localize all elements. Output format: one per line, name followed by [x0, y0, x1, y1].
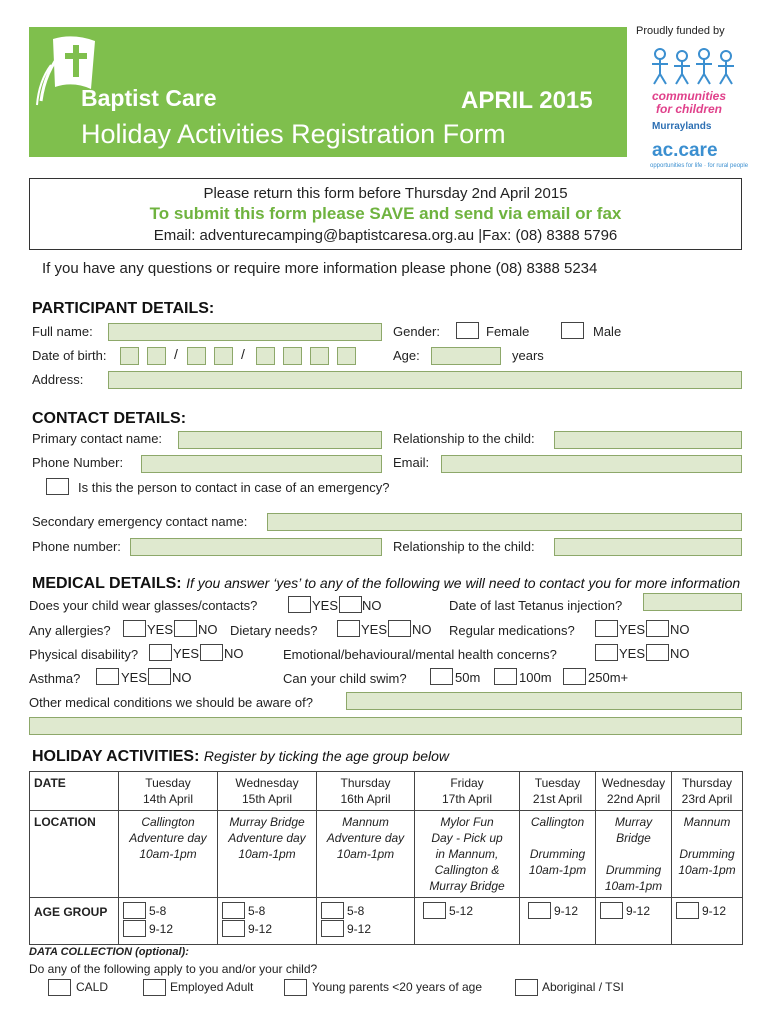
emotional-no-label: NO: [670, 646, 690, 661]
dob-month-digit1[interactable]: [187, 347, 206, 365]
email-label: Email:: [393, 455, 430, 470]
swim-50m-label: 50m: [455, 670, 481, 685]
primary-contact-label: Primary contact name:: [32, 431, 163, 446]
date-cell: Tuesday 21st April: [520, 772, 596, 811]
location-cell: Mannum Drumming 10am-1pm: [672, 811, 743, 898]
physical-no-label: NO: [224, 646, 244, 661]
dob-slash: /: [174, 346, 178, 362]
other-conditions-label: Other medical conditions we should be aware of?: [29, 695, 313, 710]
tetanus-label: Date of last Tetanus injection?: [449, 598, 623, 613]
relationship2-label: Relationship to the child:: [393, 539, 535, 554]
medical-note: If you answer ‘yes’ to any of the following we will need to contact you for more information: [186, 575, 741, 591]
funded-by-label: Proudly funded by: [636, 25, 725, 37]
phone-number-field[interactable]: [141, 455, 382, 473]
dob-month-digit2[interactable]: [214, 347, 233, 365]
submit-instructions: To submit this form please SAVE and send via email or fax: [149, 204, 622, 223]
relationship2-field[interactable]: [554, 538, 742, 556]
address-label: Address:: [32, 372, 84, 387]
cald-label: CALD: [76, 980, 109, 994]
glasses-no-checkbox[interactable]: [339, 596, 362, 613]
swim-50m-checkbox[interactable]: [430, 668, 453, 685]
form-month: APRIL 2015: [461, 87, 593, 114]
glasses-no-label: NO: [362, 598, 382, 613]
glasses-yes-checkbox[interactable]: [288, 596, 311, 613]
address-field[interactable]: [108, 371, 742, 389]
activities-heading-text: HOLIDAY ACTIVITIES:: [32, 748, 200, 765]
dietary-no-checkbox[interactable]: [388, 620, 411, 637]
emotional-label: Emotional/behavioural/mental health concerns?: [283, 647, 557, 662]
swim-100m-checkbox[interactable]: [494, 668, 517, 685]
dietary-yes-checkbox[interactable]: [337, 620, 360, 637]
allergies-yes-checkbox[interactable]: [123, 620, 146, 637]
dietary-label: Dietary needs?: [230, 623, 318, 638]
medications-no-checkbox[interactable]: [646, 620, 669, 637]
male-checkbox[interactable]: [561, 322, 584, 339]
partner-accare-tagline: opportunities for life · for rural people: [650, 163, 749, 169]
age-label: Age:: [393, 348, 420, 363]
asthma-no-label: NO: [172, 670, 192, 685]
secondary-contact-field[interactable]: [267, 513, 742, 531]
age-cell: 9-12: [596, 898, 672, 945]
location-row-label: LOCATION: [30, 811, 119, 898]
full-name-field[interactable]: [108, 323, 382, 341]
relationship-label: Relationship to the child:: [393, 431, 535, 446]
physical-yes-label: YES: [173, 646, 200, 661]
asthma-yes-label: YES: [121, 670, 148, 685]
header-banner: [29, 27, 627, 157]
table-row-age-group: [30, 898, 743, 945]
swim-100m-label: 100m: [519, 670, 552, 685]
young-parents-label: Young parents <20 years of age: [312, 980, 483, 994]
phone-number2-label: Phone number:: [32, 539, 121, 554]
partner-cfc-line3: Murraylands: [652, 121, 712, 132]
contact-heading: CONTACT DETAILS:: [32, 410, 187, 427]
dob-year-digit3[interactable]: [310, 347, 329, 365]
table-row-date: [30, 772, 743, 811]
emotional-yes-label: YES: [619, 646, 646, 661]
asthma-yes-checkbox[interactable]: [96, 668, 119, 685]
phone-number2-field[interactable]: [130, 538, 382, 556]
return-instructions-box: [29, 178, 742, 250]
date-cell: Friday 17th April: [415, 772, 520, 811]
allergies-no-checkbox[interactable]: [174, 620, 197, 637]
partner-accare-logo: ac.care: [652, 140, 718, 161]
date-cell: Tuesday 14th April: [119, 772, 218, 811]
partner-cfc-line2: for children: [656, 102, 723, 116]
activities-heading: [32, 748, 449, 766]
brand-name: Baptist Care: [81, 85, 217, 111]
children-figures-icon: [646, 42, 740, 90]
allergies-label: Any allergies?: [29, 623, 111, 638]
return-deadline: Please return this form before Thursday 2nd April 2015: [203, 185, 568, 202]
allergies-yes-label: YES: [147, 622, 174, 637]
other-conditions-field[interactable]: [346, 692, 742, 710]
location-cell: Mannum Adventure day 10am-1pm: [317, 811, 415, 898]
age-9-12-checkbox[interactable]: [321, 920, 344, 937]
activities-table: [29, 771, 743, 945]
dob-day-digit1[interactable]: [120, 347, 139, 365]
years-label: years: [512, 348, 544, 363]
dob-year-digit1[interactable]: [256, 347, 275, 365]
medications-no-label: NO: [670, 622, 690, 637]
gender-label: Gender:: [393, 324, 440, 339]
partner-cfc-line1: communities: [652, 89, 727, 103]
relationship-field[interactable]: [554, 431, 742, 449]
asthma-no-checkbox[interactable]: [148, 668, 171, 685]
age-cell: 5-8 9-12: [218, 898, 317, 945]
emotional-yes-checkbox[interactable]: [595, 644, 618, 661]
cald-checkbox[interactable]: [48, 979, 71, 996]
male-label: Male: [593, 324, 622, 339]
age-9-12-checkbox[interactable]: [222, 920, 245, 937]
emergency-contact-checkbox[interactable]: [46, 478, 69, 495]
employed-adult-label: Employed Adult: [170, 980, 254, 994]
data-collection-question: Do any of the following apply to you and/or your child?: [29, 962, 318, 976]
asthma-label: Asthma?: [29, 671, 81, 686]
date-cell: Wednesday 22nd April: [596, 772, 672, 811]
swim-label: Can your child swim?: [283, 671, 407, 686]
age-cell: 5-8 9-12: [119, 898, 218, 945]
aboriginal-tsi-checkbox[interactable]: [515, 979, 538, 996]
age-9-12-checkbox[interactable]: [600, 902, 623, 919]
allergies-no-label: NO: [198, 622, 218, 637]
age-9-12-checkbox[interactable]: [528, 902, 551, 919]
activities-note: Register by ticking the age group below: [203, 748, 450, 764]
swim-250m-checkbox[interactable]: [563, 668, 586, 685]
age-field[interactable]: [431, 347, 501, 365]
dob-slash: /: [241, 346, 245, 362]
age-5-8-checkbox[interactable]: [123, 902, 146, 919]
phone-number-label: Phone Number:: [32, 455, 124, 470]
date-cell: Thursday 16th April: [317, 772, 415, 811]
female-label: Female: [486, 324, 530, 339]
table-row-location: [30, 811, 743, 898]
employed-adult-checkbox[interactable]: [143, 979, 166, 996]
age-group-row-label: AGE GROUP: [30, 898, 119, 945]
dietary-yes-label: YES: [361, 622, 388, 637]
medications-label: Regular medications?: [449, 623, 575, 638]
physical-yes-checkbox[interactable]: [149, 644, 172, 661]
age-9-12-checkbox[interactable]: [123, 920, 146, 937]
full-name-label: Full name:: [32, 324, 93, 339]
age-5-8-checkbox[interactable]: [321, 902, 344, 919]
age-cell: 9-12: [672, 898, 743, 945]
medications-yes-label: YES: [619, 622, 646, 637]
location-cell: Callington Adventure day 10am-1pm: [119, 811, 218, 898]
date-cell: Wednesday 15th April: [218, 772, 317, 811]
aboriginal-tsi-label: Aboriginal / TSI: [542, 980, 624, 994]
location-cell: Mylor Fun Day - Pick up in Mannum, Callington & Murray Bridge: [415, 811, 520, 898]
form-title: Holiday Activities Registration Form: [81, 119, 506, 149]
female-checkbox[interactable]: [456, 322, 479, 339]
young-parents-checkbox[interactable]: [284, 979, 307, 996]
medical-heading-text: MEDICAL DETAILS:: [32, 575, 182, 592]
age-5-8-checkbox[interactable]: [222, 902, 245, 919]
primary-contact-field[interactable]: [178, 431, 382, 449]
glasses-yes-label: YES: [312, 598, 339, 613]
participant-heading: PARTICIPANT DETAILS:: [32, 300, 215, 317]
dob-label: Date of birth:: [32, 348, 107, 363]
dob-year-digit4[interactable]: [337, 347, 356, 365]
date-row-label: DATE: [30, 772, 119, 811]
glasses-label: Does your child wear glasses/contacts?: [29, 598, 258, 613]
age-cell: 5-8 9-12: [317, 898, 415, 945]
tetanus-field[interactable]: [643, 593, 742, 611]
emotional-no-checkbox[interactable]: [646, 644, 669, 661]
swim-250m-label: 250m+: [588, 670, 629, 685]
medications-yes-checkbox[interactable]: [595, 620, 618, 637]
medical-heading: [32, 575, 740, 593]
secondary-contact-label: Secondary emergency contact name:: [32, 514, 248, 529]
date-cell: Thursday 23rd April: [672, 772, 743, 811]
age-cell: 5-12: [415, 898, 520, 945]
age-5-12-checkbox[interactable]: [423, 902, 446, 919]
dietary-no-label: NO: [412, 622, 432, 637]
other-conditions-field-line2[interactable]: [29, 717, 742, 735]
data-collection-heading: DATA COLLECTION (optional):: [29, 946, 189, 958]
email-field[interactable]: [441, 455, 742, 473]
location-cell: Murray Bridge Drumming 10am-1pm: [596, 811, 672, 898]
location-cell: Callington Drumming 10am-1pm: [520, 811, 596, 898]
emergency-contact-label: Is this the person to contact in case of an emergency?: [78, 480, 390, 495]
dob-day-digit2[interactable]: [147, 347, 166, 365]
questions-phone: If you have any questions or require more information please phone (08) 8388 5234: [42, 260, 598, 277]
physical-no-checkbox[interactable]: [200, 644, 223, 661]
dob-year-digit2[interactable]: [283, 347, 302, 365]
age-cell: 9-12: [520, 898, 596, 945]
age-9-12-checkbox[interactable]: [676, 902, 699, 919]
email-fax-info: Email: adventurecamping@baptistcaresa.org.au |Fax: (08) 8388 5796: [153, 227, 618, 244]
physical-label: Physical disability?: [29, 647, 139, 662]
location-cell: Murray Bridge Adventure day 10am-1pm: [218, 811, 317, 898]
